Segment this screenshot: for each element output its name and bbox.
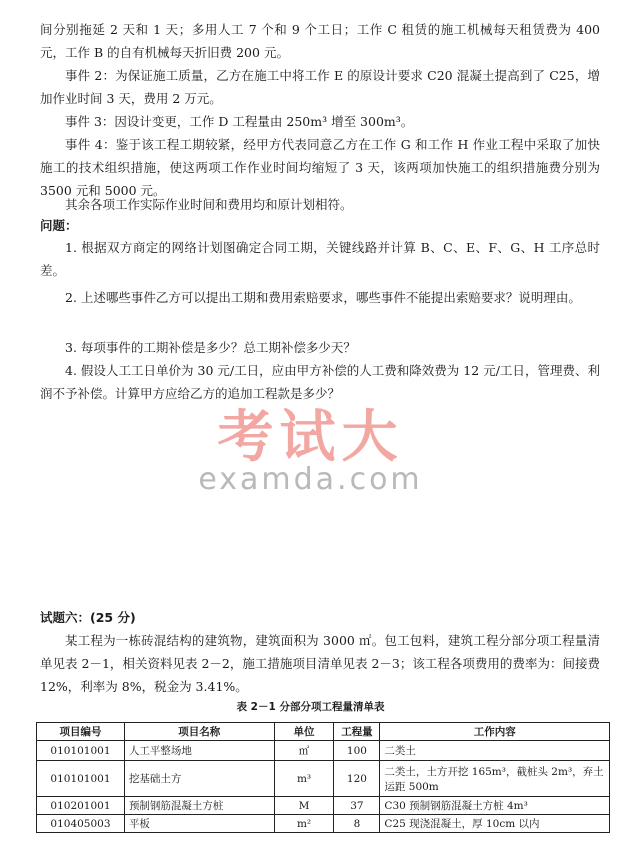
- cell-item-code: 010101001: [37, 761, 125, 797]
- cell-quantity: 120: [334, 761, 380, 797]
- cell-work-content: C25 现浇混凝土，厚 10cm 以内: [380, 815, 610, 833]
- cell-quantity: 37: [334, 797, 380, 815]
- question-4: 4. 假设人工工日单价为 30 元/工日，应由甲方补偿的人工费和降效费为 12 元/工日，管理费、利润不予补偿。计算甲方应给乙方的追加工程款是多少？: [40, 363, 600, 401]
- cell-unit: m³: [274, 761, 334, 797]
- cell-unit: m²: [274, 815, 334, 833]
- cell-item-code: 010101001: [37, 741, 125, 761]
- paragraph-event-3: 事件 3：因设计变更，工作 D 工程量由 250m³ 增至 300m³。: [65, 114, 414, 129]
- table-row: [37, 815, 610, 833]
- section-paragraph: 某工程为一栋砖混结构的建筑物，建筑面积为 3000 ㎡。包工包料，建筑工程分部分项工程量清单见表 2－1，相关资料见表 2－2，施工措施项目清单见表 2－3；该工程各项费用的费率为：间接费 12%，利率为 8%，税金为 3.41%。: [40, 633, 600, 694]
- header-quantity: 工程量: [334, 723, 380, 741]
- section-heading: 试题六：(25 分): [40, 610, 136, 625]
- cell-quantity: 8: [334, 815, 380, 833]
- questions-heading: 问题：: [40, 218, 78, 233]
- cell-work-content: C30 预制钢筋混凝土方桩 4m³: [380, 797, 610, 815]
- cell-quantity: 100: [334, 741, 380, 761]
- cell-work-content: 二类土，土方开挖 165m³，截桩头 2m³，弃土运距 500m: [380, 761, 610, 797]
- paragraph-event-4: 事件 4：鉴于该工程工期较紧，经甲方代表同意乙方在工作 G 和工作 H 作业工程中采取了加快施工的技术组织措施，使这两项工作作业时间均缩短了 3 天，该两项加快施工的组织措施费分别为 3500 元和 5000 元。: [40, 137, 600, 198]
- header-work-content: 工作内容: [380, 723, 610, 741]
- table-header-row: [37, 723, 610, 741]
- question-1: 1. 根据双方商定的网络计划图确定合同工期，关键线路并计算 B、C、E、F、G、H 工序总时差。: [40, 240, 600, 278]
- cell-work-content: 二类土: [380, 741, 610, 761]
- cell-unit: ㎡: [274, 741, 334, 761]
- cell-unit: M: [274, 797, 334, 815]
- cell-item-code: 010201001: [37, 797, 125, 815]
- cell-item-name: 平板: [124, 815, 274, 833]
- question-3: 3. 每项事件的工期补偿是多少？总工期补偿多少天？: [65, 340, 356, 355]
- question-2: 2. 上述哪些事件乙方可以提出工期和费用索赔要求，哪些事件不能提出索赔要求？说明理由。: [65, 290, 581, 305]
- paragraph-event-1-continued: 间分别拖延 2 天和 1 天；多用人工 7 个和 9 个工日；工作 C 租赁的施工机械每天租赁费为 400 元，工作 B 的自有机械每天折旧费 200 元。: [40, 22, 600, 60]
- paragraph-event-2: 事件 2：为保证施工质量，乙方在施工中将工作 E 的原设计要求 C20 混凝土提高到了 C25，增加作业时间 3 天，费用 2 万元。: [40, 68, 600, 106]
- table-row: [37, 761, 610, 797]
- cell-item-code: 010405003: [37, 815, 125, 833]
- cell-item-name: 人工平整场地: [124, 741, 274, 761]
- table-row: [37, 797, 610, 815]
- quantity-list-table: [36, 722, 610, 833]
- paragraph-remaining-work: 其余各项工作实际作业时间和费用均和原计划相符。: [65, 197, 353, 212]
- header-item-name: 项目名称: [124, 723, 274, 741]
- header-unit: 单位: [274, 723, 334, 741]
- table-caption: 表 2－1 分部分项工程量清单表: [236, 701, 385, 713]
- cell-item-name: 预制钢筋混凝土方桩: [124, 797, 274, 815]
- watermark-url: examda.com: [198, 462, 423, 497]
- watermark-logo-text: 考试大: [217, 405, 404, 470]
- table-row: [37, 741, 610, 761]
- header-item-code: 项目编号: [37, 723, 125, 741]
- cell-item-name: 挖基础土方: [124, 761, 274, 797]
